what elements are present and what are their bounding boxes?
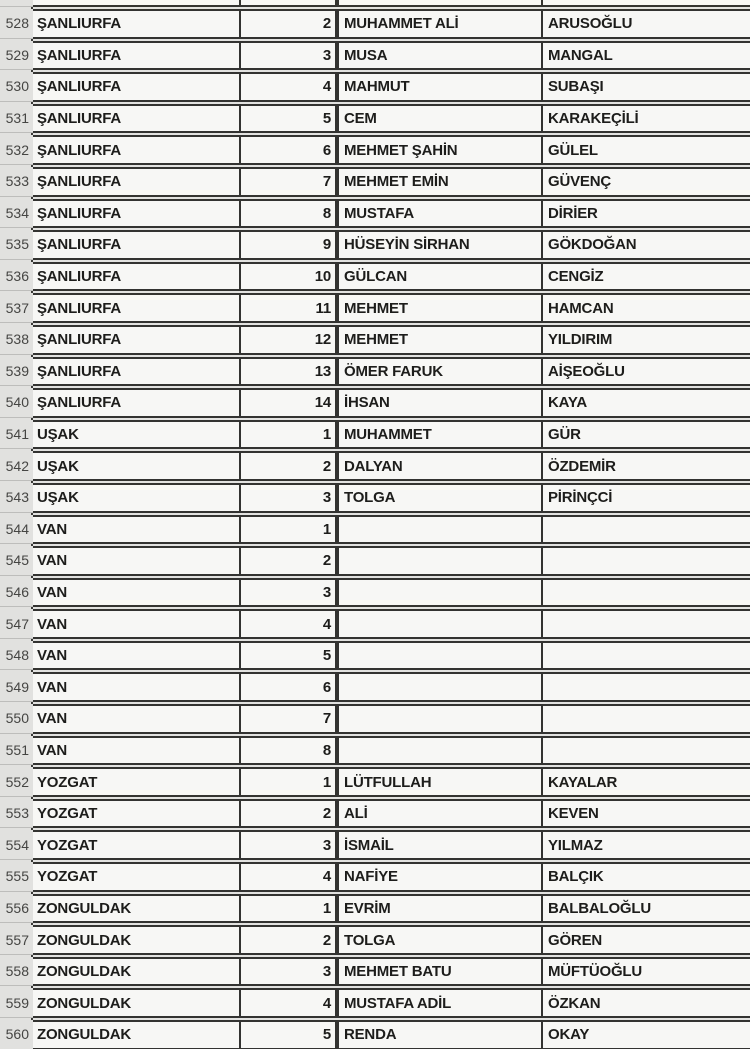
row-number-cell[interactable]: 532	[0, 135, 33, 165]
row-number-cell	[0, 0, 33, 7]
first-name-cell[interactable]	[337, 736, 543, 766]
last-name-cell[interactable]: YILMAZ	[543, 830, 750, 860]
last-name-cell[interactable]	[543, 578, 750, 608]
sequence-cell[interactable]: 3	[241, 957, 337, 987]
last-name-cell[interactable]: GÜR	[543, 420, 750, 450]
table-row	[0, 515, 750, 545]
sequence-cell[interactable]: 13	[241, 357, 337, 387]
sequence-cell[interactable]: 7	[241, 704, 337, 734]
row-number-cell[interactable]: 542	[0, 451, 33, 481]
last-name-cell[interactable]: ARUSOĞLU	[543, 9, 750, 39]
table-row	[0, 767, 750, 797]
city-cell[interactable]: UŞAK	[33, 451, 241, 481]
first-name-cell[interactable]: HÜSEYİN SİRHAN	[337, 230, 543, 260]
first-name-cell[interactable]	[337, 641, 543, 671]
last-name-cell[interactable]: GÜVENÇ	[543, 167, 750, 197]
city-cell[interactable]: YOZGAT	[33, 767, 241, 797]
table-row	[0, 262, 750, 292]
city-cell[interactable]: VAN	[33, 609, 241, 639]
city-cell[interactable]: ŞANLIURFA	[33, 41, 241, 71]
sequence-cell[interactable]: 1	[241, 515, 337, 545]
table-row	[0, 9, 750, 39]
last-name-cell[interactable]	[543, 515, 750, 545]
sequence-cell[interactable]: 12	[241, 325, 337, 355]
city-cell[interactable]: ZONGULDAK	[33, 894, 241, 924]
city-cell[interactable]: YOZGAT	[33, 830, 241, 860]
row-number-cell[interactable]: 534	[0, 199, 33, 229]
table-row	[0, 104, 750, 134]
table-row	[0, 641, 750, 671]
first-name-cell[interactable]: ÖMER FARUK	[337, 357, 543, 387]
table-row	[0, 41, 750, 71]
row-number-cell[interactable]: 544	[0, 515, 33, 545]
table-row	[0, 609, 750, 639]
sequence-cell[interactable]: 4	[241, 609, 337, 639]
row-number-cell[interactable]: 548	[0, 641, 33, 671]
table-row	[0, 988, 750, 1018]
last-name-cell[interactable]: KARAKEÇİLİ	[543, 104, 750, 134]
sequence-cell[interactable]: 4	[241, 72, 337, 102]
row-number-cell[interactable]: 536	[0, 262, 33, 292]
row-number-cell[interactable]: 541	[0, 420, 33, 450]
first-name-cell[interactable]: İSMAİL	[337, 830, 543, 860]
last-name-cell[interactable]: GÜLEL	[543, 135, 750, 165]
sequence-cell[interactable]: 1	[241, 767, 337, 797]
partial-top-row	[0, 0, 750, 7]
sequence-cell[interactable]: 14	[241, 388, 337, 418]
last-name-cell[interactable]: ÖZKAN	[543, 988, 750, 1018]
city-cell[interactable]: ŞANLIURFA	[33, 230, 241, 260]
last-name-cell[interactable]	[543, 641, 750, 671]
table-row	[0, 357, 750, 387]
first-name-cell[interactable]: MUSA	[337, 41, 543, 71]
row-number-cell[interactable]: 538	[0, 325, 33, 355]
last-name-cell[interactable]: KAYALAR	[543, 767, 750, 797]
first-name-cell[interactable]: MEHMET BATU	[337, 957, 543, 987]
first-name-cell[interactable]: RENDA	[337, 1020, 543, 1049]
sequence-cell[interactable]: 5	[241, 1020, 337, 1049]
row-number-cell[interactable]: 529	[0, 41, 33, 71]
row-number-cell[interactable]: 545	[0, 546, 33, 576]
first-name-cell[interactable]: NAFİYE	[337, 862, 543, 892]
sequence-cell[interactable]: 11	[241, 293, 337, 323]
sequence-cell[interactable]: 2	[241, 9, 337, 39]
last-name-cell[interactable]: ÖZDEMİR	[543, 451, 750, 481]
sequence-cell[interactable]: 1	[241, 420, 337, 450]
last-name-cell[interactable]: BALBALOĞLU	[543, 894, 750, 924]
row-number-cell[interactable]: 549	[0, 672, 33, 702]
table-row	[0, 420, 750, 450]
first-name-cell[interactable]: MUSTAFA	[337, 199, 543, 229]
row-number-cell[interactable]: 528	[0, 9, 33, 39]
table-row	[0, 957, 750, 987]
city-cell[interactable]: ZONGULDAK	[33, 925, 241, 955]
row-number-cell[interactable]: 560	[0, 1020, 33, 1049]
table-row	[0, 135, 750, 165]
first-name-cell[interactable]: DALYAN	[337, 451, 543, 481]
row-number-cell[interactable]: 552	[0, 767, 33, 797]
city-cell[interactable]: VAN	[33, 704, 241, 734]
table-row	[0, 1020, 750, 1049]
sequence-cell[interactable]: 5	[241, 641, 337, 671]
city-cell[interactable]: ŞANLIURFA	[33, 199, 241, 229]
sequence-cell[interactable]: 3	[241, 483, 337, 513]
last-name-cell[interactable]: GÖKDOĞAN	[543, 230, 750, 260]
table-row	[0, 704, 750, 734]
row-number-cell[interactable]: 540	[0, 388, 33, 418]
sequence-cell[interactable]: 7	[241, 167, 337, 197]
city-cell[interactable]: ŞANLIURFA	[33, 135, 241, 165]
row-number-cell[interactable]: 543	[0, 483, 33, 513]
first-name-cell[interactable]	[337, 704, 543, 734]
first-name-cell[interactable]: GÜLCAN	[337, 262, 543, 292]
sequence-cell[interactable]: 2	[241, 925, 337, 955]
sequence-cell[interactable]: 2	[241, 546, 337, 576]
table-row	[0, 894, 750, 924]
row-number-cell[interactable]: 555	[0, 862, 33, 892]
row-number-cell[interactable]: 554	[0, 830, 33, 860]
sequence-cell[interactable]: 8	[241, 736, 337, 766]
sequence-cell[interactable]: 9	[241, 230, 337, 260]
last-name-cell[interactable]: KAYA	[543, 388, 750, 418]
row-number-cell[interactable]: 550	[0, 704, 33, 734]
last-name-cell[interactable]: GÖREN	[543, 925, 750, 955]
city-cell[interactable]: VAN	[33, 515, 241, 545]
city-cell[interactable]: VAN	[33, 641, 241, 671]
table-row	[0, 167, 750, 197]
first-name-cell[interactable]: MAHMUT	[337, 72, 543, 102]
table-row	[0, 199, 750, 229]
table-row	[0, 578, 750, 608]
city-cell[interactable]: VAN	[33, 578, 241, 608]
row-number-cell[interactable]: 546	[0, 578, 33, 608]
row-number-cell[interactable]: 533	[0, 167, 33, 197]
first-name-cell[interactable]	[337, 515, 543, 545]
first-name-cell[interactable]	[337, 609, 543, 639]
sequence-cell[interactable]: 2	[241, 799, 337, 829]
sequence-cell[interactable]: 3	[241, 830, 337, 860]
city-cell[interactable]: VAN	[33, 672, 241, 702]
first-name-cell[interactable]: İHSAN	[337, 388, 543, 418]
table-row	[0, 483, 750, 513]
city-cell[interactable]	[33, 0, 241, 7]
table-row	[0, 388, 750, 418]
table-row	[0, 830, 750, 860]
row-number-cell[interactable]: 531	[0, 104, 33, 134]
first-name-cell[interactable]: TOLGA	[337, 483, 543, 513]
first-name-cell[interactable]: MEHMET	[337, 325, 543, 355]
sequence-cell[interactable]: 6	[241, 135, 337, 165]
last-name-cell[interactable]: HAMCAN	[543, 293, 750, 323]
first-name-cell[interactable]: LÜTFULLAH	[337, 767, 543, 797]
last-name-cell[interactable]	[543, 672, 750, 702]
row-number-cell[interactable]: 530	[0, 72, 33, 102]
city-cell[interactable]: YOZGAT	[33, 862, 241, 892]
first-name-cell[interactable]: CEM	[337, 104, 543, 134]
sequence-cell[interactable]	[241, 0, 337, 7]
sequence-cell[interactable]: 3	[241, 578, 337, 608]
first-name-cell[interactable]: ALİ	[337, 799, 543, 829]
row-number-cell[interactable]: 537	[0, 293, 33, 323]
city-cell[interactable]: ŞANLIURFA	[33, 104, 241, 134]
sequence-cell[interactable]: 3	[241, 41, 337, 71]
last-name-cell[interactable]: MÜFTÜOĞLU	[543, 957, 750, 987]
first-name-cell[interactable]: MUSTAFA ADİL	[337, 988, 543, 1018]
first-name-cell[interactable]	[337, 672, 543, 702]
city-cell[interactable]: ŞANLIURFA	[33, 72, 241, 102]
first-name-cell[interactable]: TOLGA	[337, 925, 543, 955]
sequence-cell[interactable]: 8	[241, 199, 337, 229]
last-name-cell[interactable]: OKAY	[543, 1020, 750, 1049]
first-name-cell[interactable]: MEHMET EMİN	[337, 167, 543, 197]
row-number-cell[interactable]: 551	[0, 736, 33, 766]
row-number-cell[interactable]: 553	[0, 799, 33, 829]
table-row	[0, 72, 750, 102]
table-row	[0, 862, 750, 892]
table-row	[0, 736, 750, 766]
sequence-cell[interactable]: 4	[241, 988, 337, 1018]
city-cell[interactable]: ZONGULDAK	[33, 988, 241, 1018]
table-row	[0, 925, 750, 955]
table-row	[0, 672, 750, 702]
row-number-cell[interactable]: 559	[0, 988, 33, 1018]
sequence-cell[interactable]: 2	[241, 451, 337, 481]
row-number-cell[interactable]: 535	[0, 230, 33, 260]
first-name-cell[interactable]	[337, 578, 543, 608]
city-cell[interactable]: ŞANLIURFA	[33, 357, 241, 387]
sequence-cell[interactable]: 1	[241, 894, 337, 924]
last-name-cell[interactable]: KEVEN	[543, 799, 750, 829]
city-cell[interactable]: UŞAK	[33, 420, 241, 450]
city-cell[interactable]: ŞANLIURFA	[33, 167, 241, 197]
sequence-cell[interactable]: 5	[241, 104, 337, 134]
table-row	[0, 230, 750, 260]
table-row	[0, 546, 750, 576]
city-cell[interactable]: ŞANLIURFA	[33, 262, 241, 292]
row-number-cell[interactable]: 557	[0, 925, 33, 955]
table-row	[0, 451, 750, 481]
last-name-cell[interactable]	[543, 0, 750, 7]
first-name-cell[interactable]: MEHMET ŞAHİN	[337, 135, 543, 165]
sequence-cell[interactable]: 10	[241, 262, 337, 292]
city-cell[interactable]: ZONGULDAK	[33, 1020, 241, 1049]
city-cell[interactable]: YOZGAT	[33, 799, 241, 829]
last-name-cell[interactable]	[543, 609, 750, 639]
last-name-cell[interactable]: MANGAL	[543, 41, 750, 71]
city-cell[interactable]: VAN	[33, 736, 241, 766]
table-row	[0, 799, 750, 829]
table-row	[0, 293, 750, 323]
city-cell[interactable]: UŞAK	[33, 483, 241, 513]
row-number-cell[interactable]: 558	[0, 957, 33, 987]
table-row	[0, 325, 750, 355]
row-number-cell[interactable]: 556	[0, 894, 33, 924]
last-name-cell[interactable]: SUBAŞI	[543, 72, 750, 102]
last-name-cell[interactable]	[543, 546, 750, 576]
first-name-cell[interactable]: EVRİM	[337, 894, 543, 924]
row-number-cell[interactable]: 547	[0, 609, 33, 639]
city-cell[interactable]: VAN	[33, 546, 241, 576]
city-cell[interactable]: ŞANLIURFA	[33, 388, 241, 418]
city-cell[interactable]: ZONGULDAK	[33, 957, 241, 987]
last-name-cell[interactable]: CENGİZ	[543, 262, 750, 292]
first-name-cell[interactable]	[337, 0, 543, 7]
first-name-cell[interactable]	[337, 546, 543, 576]
last-name-cell[interactable]: PİRİNÇCİ	[543, 483, 750, 513]
last-name-cell[interactable]: DİRİER	[543, 199, 750, 229]
sequence-cell[interactable]: 6	[241, 672, 337, 702]
city-cell[interactable]: ŞANLIURFA	[33, 293, 241, 323]
last-name-cell[interactable]: AİŞEOĞLU	[543, 357, 750, 387]
last-name-cell[interactable]	[543, 704, 750, 734]
row-number-cell[interactable]: 539	[0, 357, 33, 387]
last-name-cell[interactable]: YILDIRIM	[543, 325, 750, 355]
first-name-cell[interactable]: MUHAMMET ALİ	[337, 9, 543, 39]
city-cell[interactable]: ŞANLIURFA	[33, 9, 241, 39]
last-name-cell[interactable]: BALÇIK	[543, 862, 750, 892]
last-name-cell[interactable]	[543, 736, 750, 766]
first-name-cell[interactable]: MEHMET	[337, 293, 543, 323]
sequence-cell[interactable]: 4	[241, 862, 337, 892]
first-name-cell[interactable]: MUHAMMET	[337, 420, 543, 450]
city-cell[interactable]: ŞANLIURFA	[33, 325, 241, 355]
